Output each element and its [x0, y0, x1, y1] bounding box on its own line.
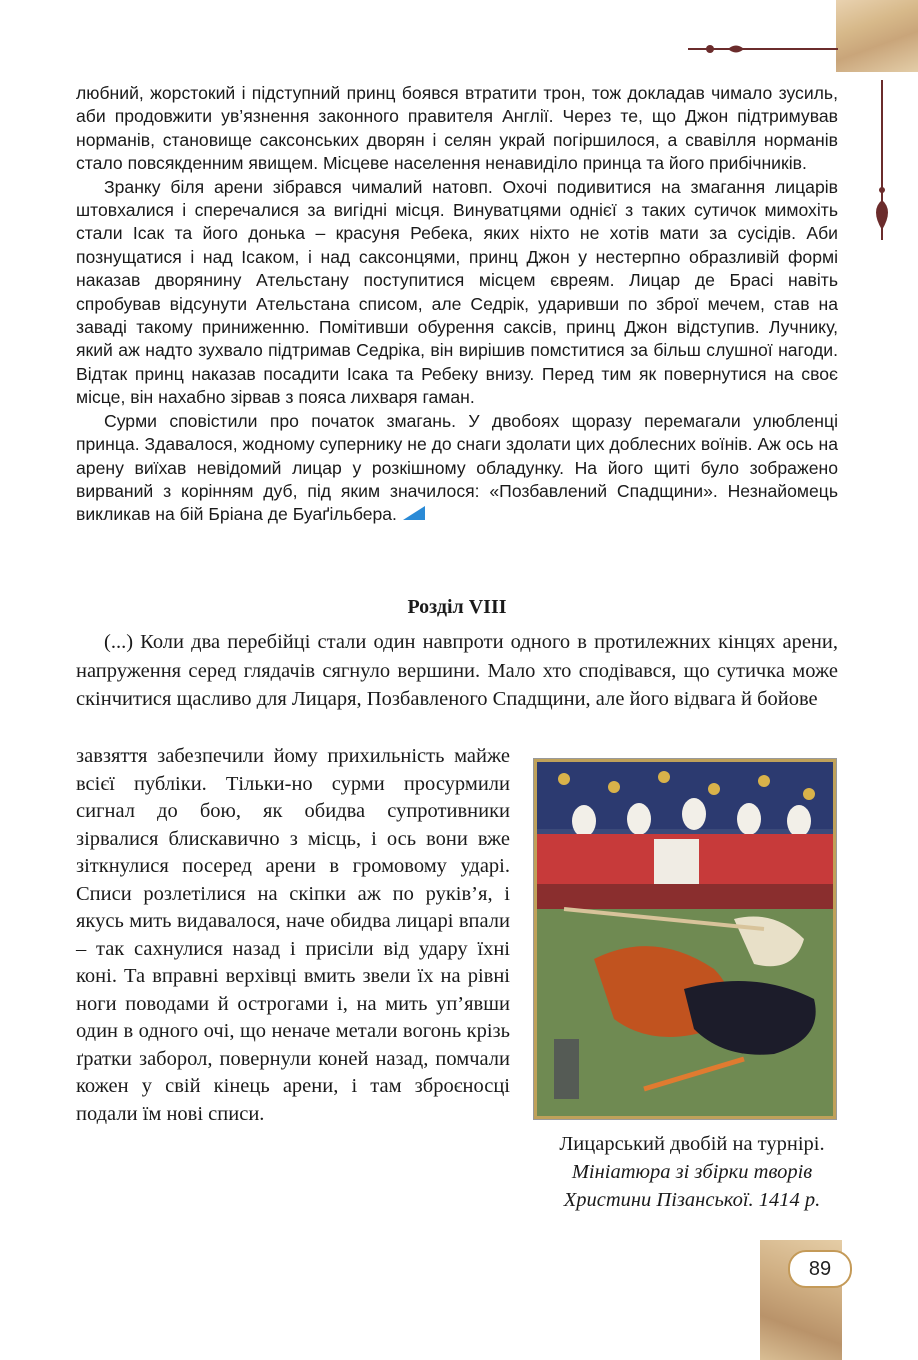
page-number: 89: [788, 1250, 852, 1288]
excerpt-column: [76, 743, 510, 1128]
image-caption: [533, 1130, 851, 1214]
caption-title: Лицарський двобій на турнірі.: [559, 1133, 825, 1155]
summary-paragraph-3: [76, 410, 838, 527]
excerpt-continued-text: завзяття забезпечили йому прихильність майже всієї публіки. Тільки-но сурми просурмили сигнал до бою, як обидва супротивники зірвалися блискавично з місць, і ось вони вже зіткнулися посеред арени в громовому ударі. Списи розлетілися на скіпки аж по руків’я, і якусь мить видавалося, наче обидва лицарі впали – так сахнулися назад і присіли від удару їхні коні. Та вправні верхівці вмить звели їх на рівні ноги поводами й острогами і, на мить уп’явши один в одного очі, що неначе метали вогонь крізь ґратки заборол, повернули коней назад, помчали кожен у свій кінець арени, і там зброєносці подали їм нові списи.: [76, 745, 510, 1125]
summary-paragraph-1: любний, жорстокий і підступний принц боявся втратити трон, тож докладав чимало зусиль, аби продовжити ув’язнення законного правителя Англії. Через те, що Джон підтримував норманів, становище саксонських дворян і селян украй погіршилося, а свавілля норманів стало повсякденним явищем. Місцеве населення ненавиділо принца та його прибічників.: [76, 83, 838, 174]
summary-text: [76, 82, 838, 527]
end-marker-icon: [403, 506, 425, 520]
summary-paragraph-3-text: Сурми сповістили про початок змагань. У двобоях щоразу перемагали улюбленці принца. Здавалося, жодному супернику не до снаги здолати цих доблесних воїнів. Аж ось на арену виїхав невідомий лицар у розкішному обладунку. На його щиті було зображено вирваний з корінням дуб, під яким значилося: «Позбавлений Спадщини». Незнайомець викликав на бій Бріана де Буаґільбера.: [76, 410, 838, 525]
caption-source: Мініатюра зі збірки творів Христини Пізанської. 1414 р.: [563, 1161, 821, 1211]
ornament-vertical-icon: [862, 80, 902, 240]
ornament-divider-icon: [688, 44, 838, 54]
summary-paragraph-2: Зранку біля арени зібрався чималий натовп. Охочі подивитися на змагання лицарів штовхалися і сперечалися за вигідні місця. Винуватцями однієї з таких сутичок мимохіть стали Ісак та його донька – красуня Ребека, яких ніхто не хотів мати за сусідів. Аби познущатися і над Ісаком, і над саксонцями, принц Джон у нестерпно образливій формі наказав дворянину Ательстану поступитися місцем євреям. Лицар де Брасі навіть спробував відсунути Ательстана списом, але Седрік, ударивши по зброї мечем, став на заваді такому приниженню. Помітивши обурення саксів, принц Джон відступив. Лучнику, який аж надто зухвало підтримав Седріка, він вирішив помститися за більш слушної нагоди. Відтак принц наказав посадити Ісака та Ребеку внизу. Перед тим як повернутися на своє місце, він нахабно зірвав з пояса лихваря гаман.: [76, 176, 838, 408]
excerpt-intro-text: (...) Коли два перебійці стали один навпроти одного в протилежних кінцях арени, напруження серед глядачів сягнуло вершини. Мало хто сподівався, що сутичка може скінчитися щасливо для Лицаря, Позбавленого Спадщини, але його відвага й бойове: [76, 631, 838, 711]
excerpt-intro: [76, 628, 838, 714]
tournament-miniature-image: [533, 758, 837, 1120]
section-title: Розділ VIII: [407, 596, 507, 618]
decorative-corner-top: [836, 0, 918, 72]
